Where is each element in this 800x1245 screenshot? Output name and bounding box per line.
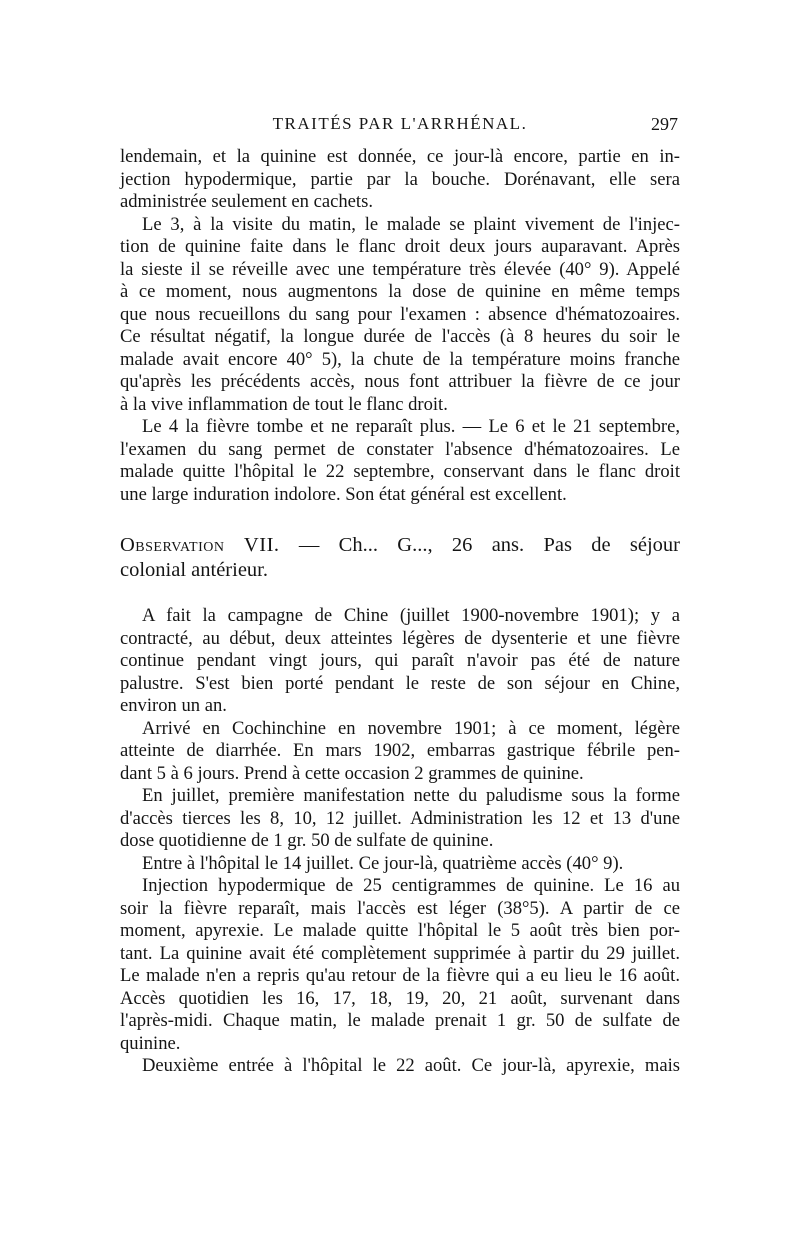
text-line: Le malade n'en a repris qu'au retour de la fièvre qui a eu lieu le 16 août. bbox=[120, 965, 680, 986]
observation-heading-line: colonial antérieur. bbox=[120, 559, 268, 581]
text-line: Entre à l'hôpital le 14 juillet. Ce jour-là, quatrième accès (40° 9). bbox=[142, 852, 624, 874]
text-line: moment, apyrexie. Le malade quitte l'hôpital le 5 août très bien por- bbox=[120, 920, 680, 941]
text-line: malade avait encore 40° 5), la chute de la température moins franche bbox=[120, 348, 680, 370]
text-line: dose quotidienne de 1 gr. 50 de sulfate de quinine. bbox=[120, 830, 494, 851]
text-line: malade quitte l'hôpital le 22 septembre, conservant dans le flanc droit bbox=[120, 461, 680, 482]
text-line: Deuxième entrée à l'hôpital le 22 août. Ce jour-là, apyrexie, mais bbox=[142, 1055, 680, 1076]
paragraph bbox=[120, 853, 680, 876]
text-line: tion de quinine faite dans le flanc droit deux jours auparavant. Après bbox=[120, 236, 680, 257]
text-line: d'accès tierces les 8, 10, 12 juillet. Administration les 12 et 13 d'une bbox=[120, 807, 680, 829]
text-line: lendemain, et la quinine est donnée, ce jour-là encore, partie en in- bbox=[120, 146, 680, 167]
text-line: A fait la campagne de Chine (juillet 1900-novembre 1901); y a bbox=[142, 605, 680, 626]
text-line: Le 4 la fièvre tombe et ne reparaît plus. — Le 6 et le 21 septembre, bbox=[142, 416, 680, 437]
text-line: dant 5 à 6 jours. Prend à cette occasion 2 grammes de quinine. bbox=[120, 762, 584, 784]
paragraph bbox=[120, 718, 680, 786]
observation-label: Observation VII. bbox=[120, 534, 280, 556]
running-title: TRAITÉS PAR L'ARRHÉNAL. bbox=[272, 114, 528, 133]
text-line: administrée seulement en cachets. bbox=[120, 191, 373, 212]
text-line: Accès quotidien les 16, 17, 18, 19, 20, 21 août, survenant dans bbox=[120, 987, 680, 1009]
paragraph bbox=[120, 785, 680, 853]
observation-text bbox=[120, 605, 680, 1078]
text-line: soir la fièvre reparaît, mais l'accès est léger (38°5). A partir de ce bbox=[120, 897, 680, 919]
observation-subject: — Ch... G..., 26 ans. Pas de séjour bbox=[279, 534, 680, 556]
page-number: 297 bbox=[651, 114, 678, 134]
paragraph bbox=[120, 416, 680, 506]
text-line: Le 3, à la visite du matin, le malade se plaint vivement de l'injec- bbox=[142, 213, 680, 235]
text-line: environ un an. bbox=[120, 695, 227, 716]
text-line: qu'après les précédents accès, nous font attribuer la fièvre de ce jour bbox=[120, 371, 680, 392]
paragraph bbox=[120, 605, 680, 718]
paragraph bbox=[120, 214, 680, 417]
text-line: Ce résultat négatif, la longue durée de l'accès (à 8 heures du soir le bbox=[120, 326, 680, 347]
text-line: à la vive inflammation de tout le flanc droit. bbox=[120, 393, 448, 415]
observation-heading bbox=[120, 533, 680, 583]
text-line: quinine. bbox=[120, 1032, 181, 1054]
text-line: jection hypodermique, partie par la bouche. Dorénavant, elle sera bbox=[120, 168, 680, 190]
text-line: En juillet, première manifestation nette du paludisme sous la forme bbox=[142, 785, 680, 806]
paragraph bbox=[120, 875, 680, 1055]
text-line: l'après-midi. Chaque matin, le malade prenait 1 gr. 50 de sulfate de bbox=[120, 1010, 680, 1031]
paragraph bbox=[120, 146, 680, 214]
text-line: tant. La quinine avait été complètement supprimée à partir du 29 juillet. bbox=[120, 942, 680, 964]
text-line: que nous recueillons du sang pour l'examen : absence d'hématozoaires. bbox=[120, 303, 680, 325]
text-line: atteinte de diarrhée. En mars 1902, embarras gastrique fébrile pen- bbox=[120, 740, 680, 761]
text-line: la sieste il se réveille avec une température très élevée (40° 9). Appelé bbox=[120, 258, 680, 280]
text-line: une large induration indolore. Son état général est excellent. bbox=[120, 483, 567, 505]
text-line: palustre. S'est bien porté pendant le reste de son séjour en Chine, bbox=[120, 672, 680, 694]
text-line: Arrivé en Cochinchine en novembre 1901; à ce moment, légère bbox=[142, 717, 680, 739]
text-line: contracté, au début, deux atteintes légères de dysenterie et une fièvre bbox=[120, 627, 680, 649]
case-continuation bbox=[120, 146, 680, 506]
observation-heading-line bbox=[120, 533, 680, 558]
text-line: l'examen du sang permet de constater l'absence d'hématozoaires. Le bbox=[120, 438, 680, 460]
page-body bbox=[120, 146, 680, 1078]
text-line: Injection hypodermique de 25 centigrammes de quinine. Le 16 au bbox=[142, 875, 680, 896]
text-line: à ce moment, nous augmentons la dose de quinine en même temps bbox=[120, 281, 680, 302]
text-line: continue pendant vingt jours, qui paraît n'avoir pas été de nature bbox=[120, 650, 680, 671]
paragraph bbox=[120, 1055, 680, 1078]
page-header bbox=[120, 114, 680, 138]
